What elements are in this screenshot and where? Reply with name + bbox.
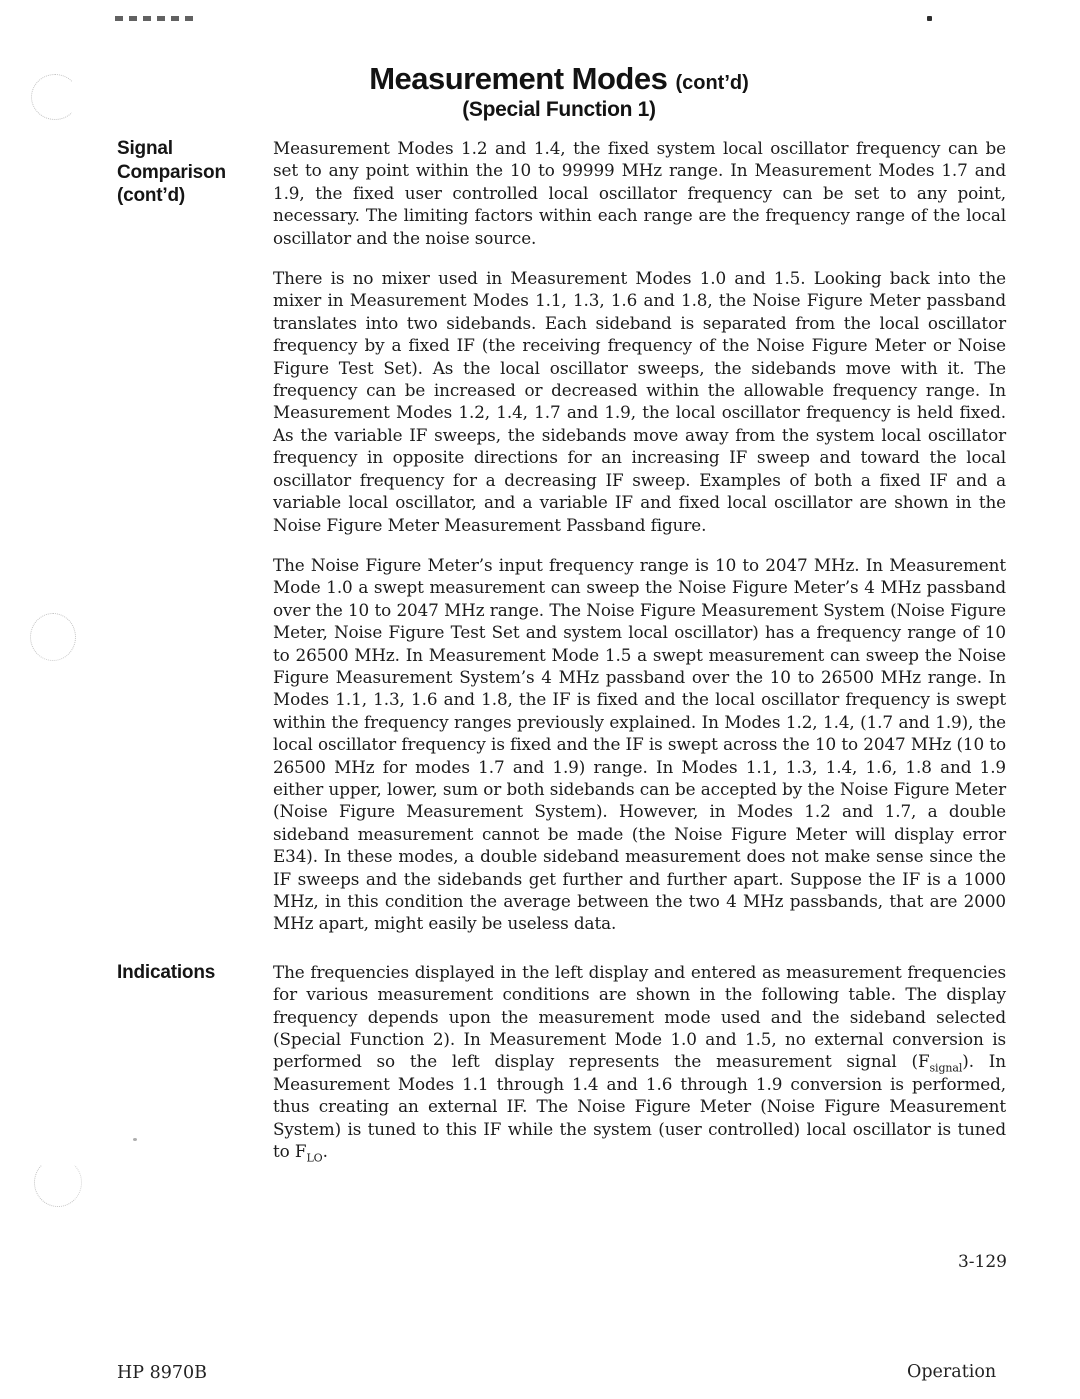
label-line: (cont’d) bbox=[117, 185, 186, 206]
paragraph-segment: . bbox=[322, 1141, 328, 1162]
label-line: Comparison bbox=[117, 161, 226, 183]
page-subtitle: (Special Function 1) bbox=[462, 98, 656, 121]
margin-label-signal-comparison bbox=[117, 137, 273, 208]
section-body bbox=[273, 961, 1006, 1163]
page-title-text: Measurement Modes bbox=[369, 61, 668, 96]
page-content bbox=[0, 137, 1080, 1188]
section-body bbox=[273, 137, 1006, 935]
paragraph bbox=[273, 961, 1006, 1163]
margin-label-indications bbox=[117, 961, 273, 985]
label-line: Signal bbox=[117, 138, 173, 159]
page-number: 3-129 bbox=[957, 1252, 1007, 1272]
footer-model: HP 8970B bbox=[117, 1363, 207, 1383]
section-indications bbox=[0, 961, 1080, 1163]
paragraph-segment: ). In Measurement Modes 1.1 through 1.4 and 1.6 through 1.9 conversion is performed, thus creating an external IF. The Noise Figure Meter (Noise Figure Measurement System) is tuned to this IF while the system (user controlled) local oscillator is tuned to F bbox=[273, 1051, 1006, 1162]
title-block bbox=[0, 61, 1080, 121]
subscript-lo: LO bbox=[306, 1151, 323, 1165]
page-title-contd: (cont’d) bbox=[675, 72, 749, 94]
scan-artifact-dashes bbox=[115, 16, 199, 21]
footer-section: Operation bbox=[907, 1362, 997, 1382]
paragraph-segment: The frequencies displayed in the left display and entered as measurement frequencies for various measurement conditions are shown in the following table. The display frequency depends upon the measurement mode used and the sideband selected (Special Function 2). In Measurement Mode 1.0 and 1.5, no external conversion is performed so the left display represents the measurement signal (F bbox=[273, 961, 1006, 1072]
scan-artifact-dot bbox=[927, 16, 932, 21]
label-line: Indications bbox=[117, 961, 216, 983]
paragraph: The Noise Figure Meter’s input frequency range is 10 to 2047 MHz. In Measurement Mode 1.0 a swept measurement can sweep the Noise Figure Meter’s 4 MHz passband over the 10 to 2047 MHz range. The Noise Figure Measurement System (Noise Figure Meter, Noise Figure Test Set and system local oscillator) has a frequency range of 10 to 26500 MHz. In Measurement Mode 1.5 a swept measurement can sweep the Noise Figure Measurement System’s 4 MHz passband over the 10 to 26500 MHz range. In Modes 1.1, 1.3, 1.6 and 1.8, the IF is fixed and the local oscillator frequency is swept within the frequency ranges previously explained. In Modes 1.2, 1.4, (1.7 and 1.9), the local oscillator frequency is fixed and the IF is swept across the 10 to 2047 MHz (10 to 26500 MHz for modes 1.7 and 1.9) range. In Modes 1.1, 1.3, 1.4, 1.6, 1.8 and 1.9 either upper, lower, sum or both sidebands can be accepted by the Noise Figure Meter (Noise Figure Measurement System). However, in Modes 1.2 and 1.7, a double sideband measurement cannot be made (the Noise Figure Meter will display error E34). In these modes, a double sideband measurement does not make sense since the IF sweeps and the sidebands get further and further apart. Suppose the IF is a 1000 MHz, in this condition the average between the two 4 MHz passbands, that are 2000 MHz apart, might easily be useless data. bbox=[273, 554, 1006, 934]
paragraph: There is no mixer used in Measurement Modes 1.0 and 1.5. Looking back into the mixer in Measurement Modes 1.1, 1.3, 1.6 and 1.8, the Noise Figure Meter passband translates into two sidebands. Each sideband is separated from the local oscillator frequency by a fixed IF (the receiving frequency of the Noise Figure Meter or Noise Figure Test Set). As the local oscillator sweeps, the sidebands move with it. The frequency can be increased or decreased within the allowable frequency range. In Measurement Modes 1.2, 1.4, 1.7 and 1.9, the local oscillator frequency is held fixed. As the variable IF sweeps, the sidebands move away from the system local oscillator frequency in opposite directions for an increasing IF sweep and toward the local oscillator frequency for a decreasing IF sweep. Examples of both a fixed IF and a variable local oscillator, and a variable IF and fixed local oscillator are shown in the Noise Figure Meter Measurement Passband figure. bbox=[273, 268, 1006, 535]
subscript-signal: signal bbox=[929, 1061, 963, 1075]
page-title bbox=[38, 61, 1080, 98]
section-signal-comparison bbox=[0, 137, 1080, 935]
paragraph: Measurement Modes 1.2 and 1.4, the fixed system local oscillator frequency can be set to any point within the 10 to 99999 MHz range. In Measurement Modes 1.7 and 1.9, the fixed user controlled local oscillator frequency can be set to any point, necessary. The limiting factors within each range are the frequency range of the local oscillator and the noise source. bbox=[273, 138, 1006, 248]
